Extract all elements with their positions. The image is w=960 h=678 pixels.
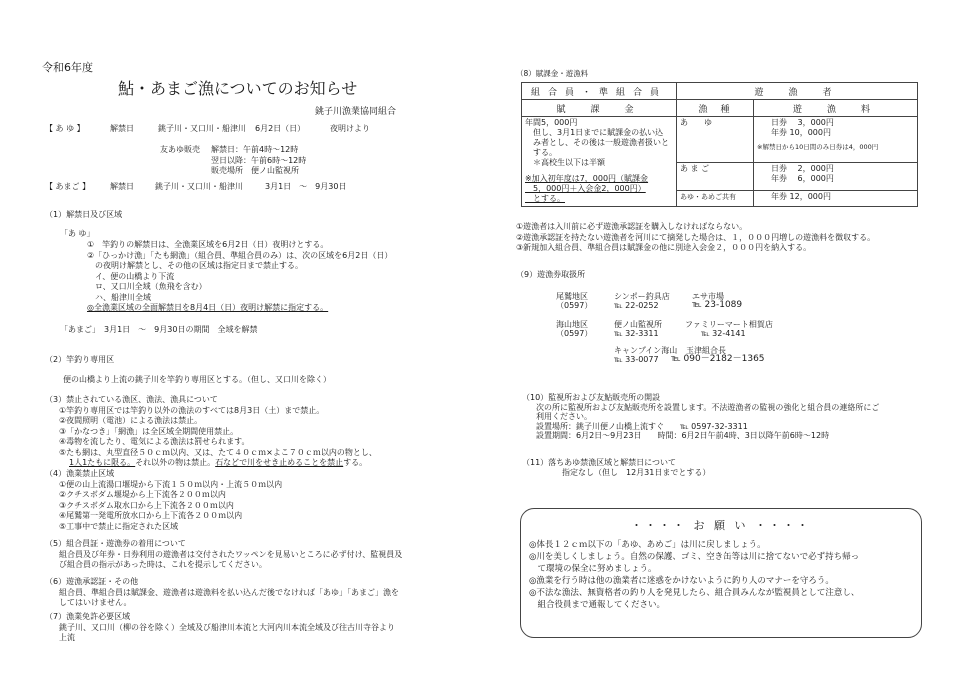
member-sub-header: 賦 課 金: [522, 100, 677, 117]
request-title: ・・・・ お 願 い ・・・・: [631, 519, 811, 532]
section-11: （11）落ちあゆ禁漁区域と解禁日について 指定なし（但し 12月31日までとする）: [522, 458, 711, 477]
section-4: （4）漁業禁止区域 ①便の山上流湯口堰堤から下流１５０ｍ以内・上流５０ｍ以内 ②クチスボダム堰堤から上下流各２００ｍ以内 ③クチスボダム取水口から上下流各２００ｍ以内 ④尾鷲第一発電所放水口から上下流各２００ｍ以内 ⑤工事中で禁止に指定された区域: [45, 469, 283, 531]
section-8-title: （8）賦課金・遊漁料: [516, 69, 589, 78]
section-1-ayu-label: 「あ ゆ」: [60, 229, 95, 238]
section-8-notes: ①遊漁者は入川前に必ず遊漁承認証を購入しなければならない。 ②遊漁承認証を持たない遊漁者を河川にて摘発した場合は、１，０００円増しの遊漁料を徴収する。 ③新規加入組合員、準組合員は賦課金の他に別途入会金２，０００円を納入する。: [516, 222, 876, 252]
shop-familymart: ファミリーマート相賀店 ℡ 32-4141: [685, 320, 773, 338]
section-4-title: （4）漁業禁止区域: [45, 469, 115, 478]
shop-binoyama: 便ノ山監視所 ℡ 32-3311: [614, 320, 662, 338]
species-amago: あ ま ご: [677, 163, 754, 191]
amago-label: 【 あまご 】: [45, 182, 91, 191]
organization: 銚子川漁業協同組合: [315, 107, 397, 117]
area-miyama: 海山地区 （0597）: [556, 320, 593, 338]
section-10-title: （10）監視所および友鮎販売所の開設: [522, 393, 661, 402]
full-opening-note: ◎全漁業区域の全面解禁日を8月4日（日）夜明け解禁に指定する。: [87, 303, 329, 312]
section-7-title: （7）漁業免許必要区域: [45, 612, 131, 621]
ayu-rivers: 銚子川・又口川・船津川: [158, 124, 246, 133]
section-5-title: （5）組合員証・遊漁券の着用について: [45, 539, 186, 548]
section-2-body: 便の山橋より上流の銚子川を竿釣り専用区とする。（但し、又口川を除く）: [63, 375, 331, 384]
member-fee-cell: 年間5，000円 但し、3月1日までに賦課金の払い込 み者とし、その後は一般遊漁者扱いと する。 ＊高校生以下は半額 ※加入初年度は7，000円（賦課金 5，000円＋入会金2，000円） とする。: [522, 117, 677, 207]
amago-rivers: 銚子川・又口川・船津川: [155, 182, 243, 191]
section-6: （6）遊漁承認証・その他 組合員、準組合員は賦課金、遊漁者は遊漁料を払い込んだ後でなければ「あゆ」「あまご」漁を してはいけません。: [45, 577, 399, 607]
fiscal-year: 令和6年度: [42, 61, 93, 74]
section-7: （7）漁業免許必要区域 銚子川、又口川（柳の谷を除く）全域及び船津川本流と大河内川本流全域及び往古川寺谷より 上流: [45, 612, 395, 642]
tomo-ayu-label: 友あゆ販売: [160, 145, 200, 154]
section-1-amago: 「あまご」 3月1日 ～ 9月30日の期間 全域を解禁: [60, 325, 258, 334]
species-shared: あゆ・あめご共有: [677, 191, 754, 207]
shop-shinpo: シンポー釣具店 ℡ 22-0252: [614, 292, 670, 310]
section-11-title: （11）落ちあゆ禁漁区域と解禁日について: [522, 458, 677, 467]
ayu-label: 【 あ ゆ 】: [45, 124, 85, 133]
species-header: 漁 種: [677, 100, 754, 117]
fee-header: 遊 漁 料: [754, 100, 918, 117]
section-6-title: （6）遊漁承認証・その他: [45, 577, 139, 586]
amago-period: 3月1日 ～ 9月30日: [265, 182, 347, 191]
tomo-ayu-hours: 解禁日：午前4時～12時 翌日以降：午前6時～12時 販売場所 便ノ山監視所: [211, 145, 307, 175]
section-5: （5）組合員証・遊漁券の着用について 組合員及び年券・日券利用の遊漁者は交付されたワッペンを見易いところに必ず付け、監視員及 び組合員の指示があった時は、これを提示してください。: [45, 539, 403, 569]
member-header: 組合員・準組合員: [522, 83, 677, 100]
fee-amago: 日券 2，000円 年券 6，000円: [754, 163, 918, 191]
page-title: 鮎・あまご漁についてのお知らせ: [118, 79, 358, 98]
section-3-title: （3）禁止されている漁区、漁法、漁具について: [45, 395, 218, 404]
section-1-ayu-rules: ① 竿釣りの解禁日は、全漁業区域を6月2日（日）夜明けとする。 ②「ひっかけ漁」「たも網漁」（組合員、準組合員のみ）は、次の区域を6月2日（日） の夜明け解禁とし、その他の区域は指定日まで禁止する。 イ、便の山橋より下流 ロ、又口川全域（魚飛を含む） ハ、船津川全域 ◎全漁業区域の全面解禁日を8月4日（日）夜明け解禁に指定する。: [87, 240, 393, 312]
ayu-time: 夜明けより: [330, 124, 370, 133]
area-owase: 尾鷲地区 （0597）: [556, 292, 593, 310]
shop-campin: キャンプイン海山 ℡ 33-0077: [614, 346, 678, 364]
ayu-open-label: 解禁日: [110, 124, 134, 133]
ayu-date: 6月2日（日）: [255, 124, 306, 133]
request-box: [520, 508, 922, 638]
section-2-title: （2）竿釣り専用区: [45, 355, 115, 364]
shop-esa: エサ市場 ℡ 23-1089: [692, 292, 743, 310]
shop-tamatsu: 玉津組合長 ℡ 090－2182－1365: [671, 346, 765, 364]
section-9-title: （9）遊漁券取扱所: [516, 270, 586, 279]
request-items: ◎体長１２ｃｍ以下の「あゆ、あめご」は川に戻しましょう。 ◎川を美しくしましょう。自然の保護、ゴミ、空き缶等は川に捨てないで必ず持ち帰っ て環境の保全に努めましょう。 ◎漁業を行う時は他の漁業者に迷惑をかけないように釣り人のマナーを守ろう。 ◎不法な漁法、無資格者の釣り人を発見したら、組合員みんなが監視員として注意し、 組合役員まで通報してください。: [529, 540, 860, 610]
angler-header: 遊 漁 者: [677, 83, 918, 100]
fee-table: [521, 82, 918, 207]
section-1-title: （1）解禁日及び区域: [45, 210, 123, 219]
amago-open-label: 解禁日: [110, 182, 134, 191]
fee-ayu: 日券 3，000円 年券 10，000円 ※解禁日から10日間のみ日券は4，000円: [754, 117, 918, 163]
section-10: （10）監視所および友鮎販売所の開設 次の所に監視所および友鮎販売所を設置します。不法遊漁者の監視の強化と組合員の連絡所にご 利用ください。 設置場所：銚子川便ノ山橋上流すぐ ℡ 0597-32-3311 設置期間：6月2日～9月23日 時間：6月2日午前4時、3日以降午前6時～12時: [522, 393, 880, 440]
section-3: （3）禁止されている漁区、漁法、漁具について ①竿釣り専用区では竿釣り以外の漁法のすべては8月3日（土）まで禁止。 ②夜間照明（電池）による漁法は禁止。 ③「かなつき」「網漁」は全区域全期間使用禁止。 ④毒物を流したり、電気による漁法は罰せられます。 ⑤たも網は、丸型直径５０ｃｍ以内、又は、たて４０ｃｍ×よこ７０ｃｍ以内の物とし、 1人1たもに限る。それ以外の物は禁止。石などで川をせき止めることを禁止する。: [45, 395, 377, 467]
species-ayu: あ ゆ: [677, 117, 754, 163]
fee-shared: 年券 12，000円: [754, 191, 918, 207]
